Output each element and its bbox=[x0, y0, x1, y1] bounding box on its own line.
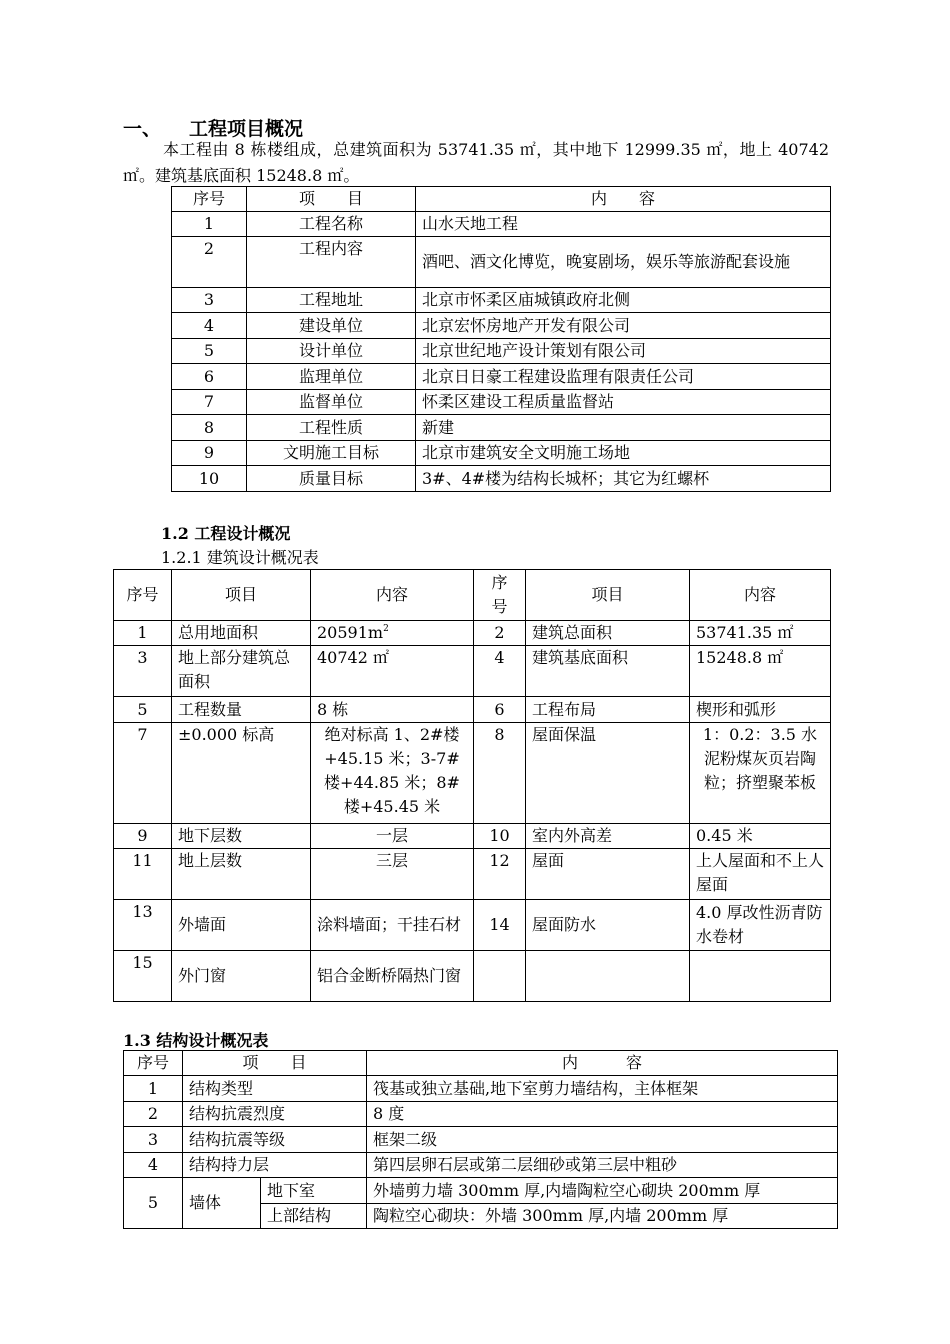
table-row bbox=[114, 697, 831, 723]
header-cell: 项 目 bbox=[247, 187, 416, 212]
row-number bbox=[474, 951, 526, 1002]
row-content: 1：0.2：3.5 水泥粉煤灰页岩陶粒；挤塑聚苯板 bbox=[690, 723, 831, 824]
row-content: 北京市怀柔区庙城镇政府北侧 bbox=[416, 288, 831, 313]
table-row bbox=[124, 1102, 838, 1127]
row-number: 1 bbox=[124, 1076, 183, 1102]
section-3-heading: 1.3 结构设计概况表 bbox=[123, 1031, 269, 1050]
building-design-table bbox=[113, 569, 831, 1002]
table-header-row bbox=[172, 187, 831, 212]
row-content: 8 度 bbox=[367, 1102, 838, 1127]
header-cell: 项 目 bbox=[183, 1051, 367, 1076]
row-number: 1 bbox=[114, 621, 172, 646]
row-item: 室内外高差 bbox=[526, 824, 690, 849]
row-content: 第四层卵石层或第二层细砂或第三层中粗砂 bbox=[367, 1153, 838, 1178]
row-item: 地下层数 bbox=[172, 824, 311, 849]
header-cell: 内容 bbox=[690, 570, 831, 621]
row-item: 地上层数 bbox=[172, 849, 311, 900]
row-item: 结构抗震烈度 bbox=[183, 1102, 367, 1127]
row-content: 北京市建筑安全文明施工场地 bbox=[416, 441, 831, 466]
table-row bbox=[172, 288, 831, 313]
row-content: $20591m^2$ bbox=[311, 621, 474, 646]
row-item bbox=[526, 951, 690, 1002]
row-number: 10 bbox=[172, 466, 247, 492]
row-item: 墙体 bbox=[183, 1178, 261, 1229]
row-content: 40742 ㎡ bbox=[311, 646, 474, 697]
row-number: 15 bbox=[114, 951, 172, 1002]
table-header-row bbox=[124, 1051, 838, 1076]
row-number: 3 bbox=[172, 288, 247, 313]
table-row bbox=[172, 466, 831, 492]
row-item: 质量目标 bbox=[247, 466, 416, 492]
table-row bbox=[172, 441, 831, 466]
project-intro-paragraph: 本工程由 8 栋楼组成，总建筑面积为 53741.35 ㎡，其中地下 12999.35 ㎡，地上 40742 ㎡。建筑基底面积 15248.8 ㎡。 bbox=[123, 140, 829, 185]
row-item: 地上部分建筑总面积 bbox=[172, 646, 311, 697]
row-content: 怀柔区建设工程质量监督站 bbox=[416, 390, 831, 415]
row-content: 外墙剪力墙 300mm 厚,内墙陶粒空心砌块 200mm 厚 bbox=[367, 1178, 838, 1204]
row-number: 5 bbox=[172, 339, 247, 364]
header-cell: 项目 bbox=[172, 570, 311, 621]
table-row bbox=[114, 824, 831, 849]
table-row bbox=[114, 900, 831, 951]
row-item: 工程地址 bbox=[247, 288, 416, 313]
row-content: 楔形和弧形 bbox=[690, 697, 831, 723]
header-cell: 内 容 bbox=[367, 1051, 838, 1076]
row-number: 10 bbox=[474, 824, 526, 849]
row-item: 外门窗 bbox=[172, 951, 311, 1002]
row-subitem: 上部结构 bbox=[261, 1204, 367, 1229]
row-number: 6 bbox=[172, 364, 247, 390]
table-row bbox=[172, 237, 831, 288]
row-content: 筏基或独立基础,地下室剪力墙结构，主体框架 bbox=[367, 1076, 838, 1102]
row-item: 文明施工目标 bbox=[247, 441, 416, 466]
row-item: 建设单位 bbox=[247, 313, 416, 339]
row-content: 53741.35 ㎡ bbox=[690, 621, 831, 646]
row-number: 6 bbox=[474, 697, 526, 723]
row-content: 北京世纪地产设计策划有限公司 bbox=[416, 339, 831, 364]
row-content: 框架二级 bbox=[367, 1127, 838, 1153]
row-item: 结构抗震等级 bbox=[183, 1127, 367, 1153]
row-content: 8 栋 bbox=[311, 697, 474, 723]
row-content: 北京宏怀房地产开发有限公司 bbox=[416, 313, 831, 339]
row-number: 3 bbox=[114, 646, 172, 697]
section-2-heading: 1.2 工程设计概况 bbox=[161, 524, 291, 543]
structural-design-table bbox=[123, 1050, 838, 1229]
section-2-subheading: 1.2.1 建筑设计概况表 bbox=[161, 548, 319, 567]
row-number: 8 bbox=[172, 415, 247, 441]
row-item: 工程内容 bbox=[247, 237, 416, 288]
row-number: 11 bbox=[114, 849, 172, 900]
row-item: 屋面 bbox=[526, 849, 690, 900]
row-number: 4 bbox=[172, 313, 247, 339]
header-cell: 序号 bbox=[172, 187, 247, 212]
row-item: 总用地面积 bbox=[172, 621, 311, 646]
project-overview-table bbox=[171, 186, 831, 492]
row-content: 涂料墙面；干挂石材 bbox=[311, 900, 474, 951]
row-item: 外墙面 bbox=[172, 900, 311, 951]
header-cell: 序号 bbox=[474, 570, 526, 621]
row-number: 9 bbox=[114, 824, 172, 849]
row-number: 2 bbox=[474, 621, 526, 646]
row-content: 三层 bbox=[311, 849, 474, 900]
table-row bbox=[172, 364, 831, 390]
row-number: 14 bbox=[474, 900, 526, 951]
row-item: 工程布局 bbox=[526, 697, 690, 723]
row-item: 工程名称 bbox=[247, 212, 416, 237]
row-number: 4 bbox=[474, 646, 526, 697]
row-item: 设计单位 bbox=[247, 339, 416, 364]
row-content: 酒吧、酒文化博览，晚宴剧场，娱乐等旅游配套设施 bbox=[416, 237, 831, 288]
row-item: 屋面防水 bbox=[526, 900, 690, 951]
row-content: 15248.8 ㎡ bbox=[690, 646, 831, 697]
row-item: 监理单位 bbox=[247, 364, 416, 390]
row-content: 陶粒空心砌块：外墙 300mm 厚,内墙 200mm 厚 bbox=[367, 1204, 838, 1229]
row-content: 山水天地工程 bbox=[416, 212, 831, 237]
row-item: 工程性质 bbox=[247, 415, 416, 441]
row-content: 0.45 米 bbox=[690, 824, 831, 849]
table-row bbox=[172, 313, 831, 339]
row-number: 4 bbox=[124, 1153, 183, 1178]
table-row bbox=[114, 951, 831, 1002]
table-row bbox=[114, 723, 831, 824]
table-row bbox=[124, 1153, 838, 1178]
header-cell: 序号 bbox=[124, 1051, 183, 1076]
header-cell: 内 容 bbox=[416, 187, 831, 212]
section-1-number: 一、 bbox=[123, 118, 162, 140]
row-item: 结构类型 bbox=[183, 1076, 367, 1102]
row-item: 建筑基底面积 bbox=[526, 646, 690, 697]
table-row bbox=[124, 1178, 838, 1204]
row-content: 3#、4#楼为结构长城杯；其它为红螺杯 bbox=[416, 466, 831, 492]
row-number: 5 bbox=[124, 1178, 183, 1229]
row-number: 13 bbox=[114, 900, 172, 951]
table-row bbox=[172, 415, 831, 441]
table-row bbox=[114, 849, 831, 900]
row-item: 监督单位 bbox=[247, 390, 416, 415]
row-number: 7 bbox=[172, 390, 247, 415]
row-number: 2 bbox=[124, 1102, 183, 1127]
row-number: 12 bbox=[474, 849, 526, 900]
row-content bbox=[690, 951, 831, 1002]
row-number: 7 bbox=[114, 723, 172, 824]
row-item: ±0.000 标高 bbox=[172, 723, 311, 824]
row-item: 结构持力层 bbox=[183, 1153, 367, 1178]
row-number: 5 bbox=[114, 697, 172, 723]
section-1-title: 工程项目概况 bbox=[189, 118, 304, 140]
row-item: 屋面保温 bbox=[526, 723, 690, 824]
table-header-row bbox=[114, 570, 831, 621]
header-cell: 内容 bbox=[311, 570, 474, 621]
row-subitem: 地下室 bbox=[261, 1178, 367, 1204]
header-cell: 序号 bbox=[114, 570, 172, 621]
table-row bbox=[172, 212, 831, 237]
table-row bbox=[114, 646, 831, 697]
row-number: 8 bbox=[474, 723, 526, 824]
row-content: 新建 bbox=[416, 415, 831, 441]
row-content: 绝对标高 1、2#楼+45.15 米；3-7#楼+44.85 米；8#楼+45.45 米 bbox=[311, 723, 474, 824]
table-row bbox=[114, 621, 831, 646]
table-row bbox=[172, 339, 831, 364]
row-content: 上人屋面和不上人屋面 bbox=[690, 849, 831, 900]
row-number: 2 bbox=[172, 237, 247, 288]
header-cell: 项目 bbox=[526, 570, 690, 621]
table-row bbox=[124, 1076, 838, 1102]
row-number: 9 bbox=[172, 441, 247, 466]
table-row bbox=[124, 1127, 838, 1153]
row-content: 一层 bbox=[311, 824, 474, 849]
row-content: 铝合金断桥隔热门窗 bbox=[311, 951, 474, 1002]
row-item: 工程数量 bbox=[172, 697, 311, 723]
row-number: 1 bbox=[172, 212, 247, 237]
row-content: 4.0 厚改性沥青防水卷材 bbox=[690, 900, 831, 951]
row-item: 建筑总面积 bbox=[526, 621, 690, 646]
row-number: 3 bbox=[124, 1127, 183, 1153]
table-row bbox=[172, 390, 831, 415]
row-content: 北京日日豪工程建设监理有限责任公司 bbox=[416, 364, 831, 390]
